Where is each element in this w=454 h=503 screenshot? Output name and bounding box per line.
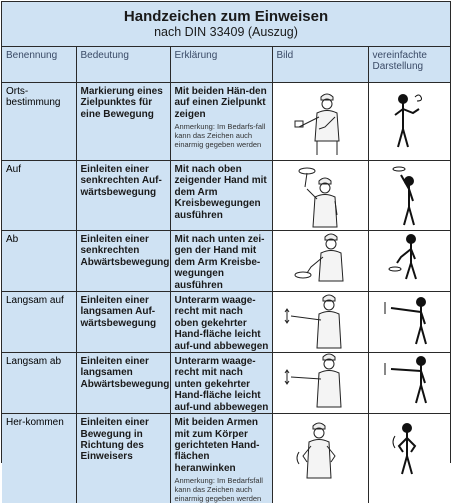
explanation-note: Anmerkung: Im Bedarfsfall kann das Zeichen auch einarmig gegeben werden [174, 476, 263, 503]
worker-beckoning-icon [273, 414, 368, 484]
worker-hand-up-icon [273, 161, 368, 229]
row-picture [272, 231, 368, 292]
row-meaning: Markierung eines Zielpunktes für eine Bewegung [76, 83, 170, 161]
worker-palm-down-icon [273, 353, 368, 409]
column-header-vereinfacht: vereinfachte Darstellung [368, 47, 450, 83]
row-explanation [170, 231, 272, 292]
row-picture [272, 414, 368, 503]
row-picture [272, 161, 368, 231]
row-meaning: Einleiten einer langsamen Abwärtsbewegung [76, 353, 170, 414]
explanation-text: Mit nach unten zei-gen der Hand mit dem Arm Kreisbe-wegungen ausführen [174, 234, 265, 291]
stick-figure-beckoning-icon [369, 414, 450, 484]
table-row [2, 292, 450, 353]
table-row [2, 83, 450, 161]
row-name: Orts-bestimmung [2, 83, 76, 161]
table-row [2, 161, 450, 231]
row-simplified [368, 353, 450, 414]
row-meaning: Einleiten einer Bewegung in Richtung des Einweisers [76, 414, 170, 503]
stick-figure-palm-down-icon [369, 353, 450, 409]
row-simplified [368, 231, 450, 292]
worker-hand-down-icon [273, 231, 368, 283]
row-explanation [170, 292, 272, 353]
worker-pointing-icon [273, 83, 368, 159]
explanation-text: Mit beiden Armen mit zum Körper gerichteten Hand-flächen heranwinken [174, 417, 260, 474]
row-simplified [368, 83, 450, 161]
row-name: Ab [2, 231, 76, 292]
stick-figure-arm-up-icon [369, 161, 450, 229]
column-header-erklaerung: Erklärung [170, 47, 272, 83]
page-subtitle: nach DIN 33409 (Auszug) [154, 25, 298, 39]
table-header-row [2, 47, 450, 83]
row-explanation [170, 161, 272, 231]
row-name: Auf [2, 161, 76, 231]
row-picture [272, 292, 368, 353]
table-row [2, 353, 450, 414]
row-simplified [368, 414, 450, 503]
instruction-sheet [1, 1, 451, 503]
table-row [2, 231, 450, 292]
row-simplified [368, 161, 450, 231]
worker-palm-up-icon [273, 292, 368, 350]
explanation-text: Unterarm waage-recht mit nach oben gekehrter Hand-fläche leicht auf-und abbewegen [174, 295, 269, 352]
column-header-benennung: Benennung [2, 47, 76, 83]
explanation-note: Anmerkung: Im Bedarfs-fall kann das Zeichen auch einarmig gegeben werden [174, 122, 266, 150]
explanation-text: Mit nach oben zeigender Hand mit dem Arm Kreisbewegungen ausführen [174, 164, 267, 221]
row-simplified [368, 292, 450, 353]
row-picture [272, 83, 368, 161]
explanation-text: Mit beiden Hän-den auf einen Zielpunkt zeigen [174, 86, 267, 120]
row-name: Langsam auf [2, 292, 76, 353]
row-explanation [170, 414, 272, 503]
signals-table [2, 47, 450, 503]
stick-figure-palm-up-icon [369, 292, 450, 350]
row-meaning: Einleiten einer langsamen Auf-wärtsbewegung [76, 292, 170, 353]
row-meaning: Einleiten einer senkrechten Abwärtsbewegung [76, 231, 170, 292]
explanation-text: Unterarm waage-recht mit nach unten gekehrter Hand-fläche leicht auf-und abbewegen [174, 356, 269, 413]
row-picture [272, 353, 368, 414]
row-explanation [170, 353, 272, 414]
table-row [2, 414, 450, 503]
sheet-header [2, 2, 450, 47]
column-header-bild: Bild [272, 47, 368, 83]
row-name: Langsam ab [2, 353, 76, 414]
stick-figure-target-icon [369, 83, 450, 159]
stick-figure-arm-down-icon [369, 231, 450, 283]
row-name: Her-kommen [2, 414, 76, 503]
row-meaning: Einleiten einer senkrechten Auf-wärtsbewegung [76, 161, 170, 231]
page-title: Handzeichen zum Einweisen [123, 8, 329, 25]
row-explanation [170, 83, 272, 161]
column-header-bedeutung: Bedeutung [76, 47, 170, 83]
